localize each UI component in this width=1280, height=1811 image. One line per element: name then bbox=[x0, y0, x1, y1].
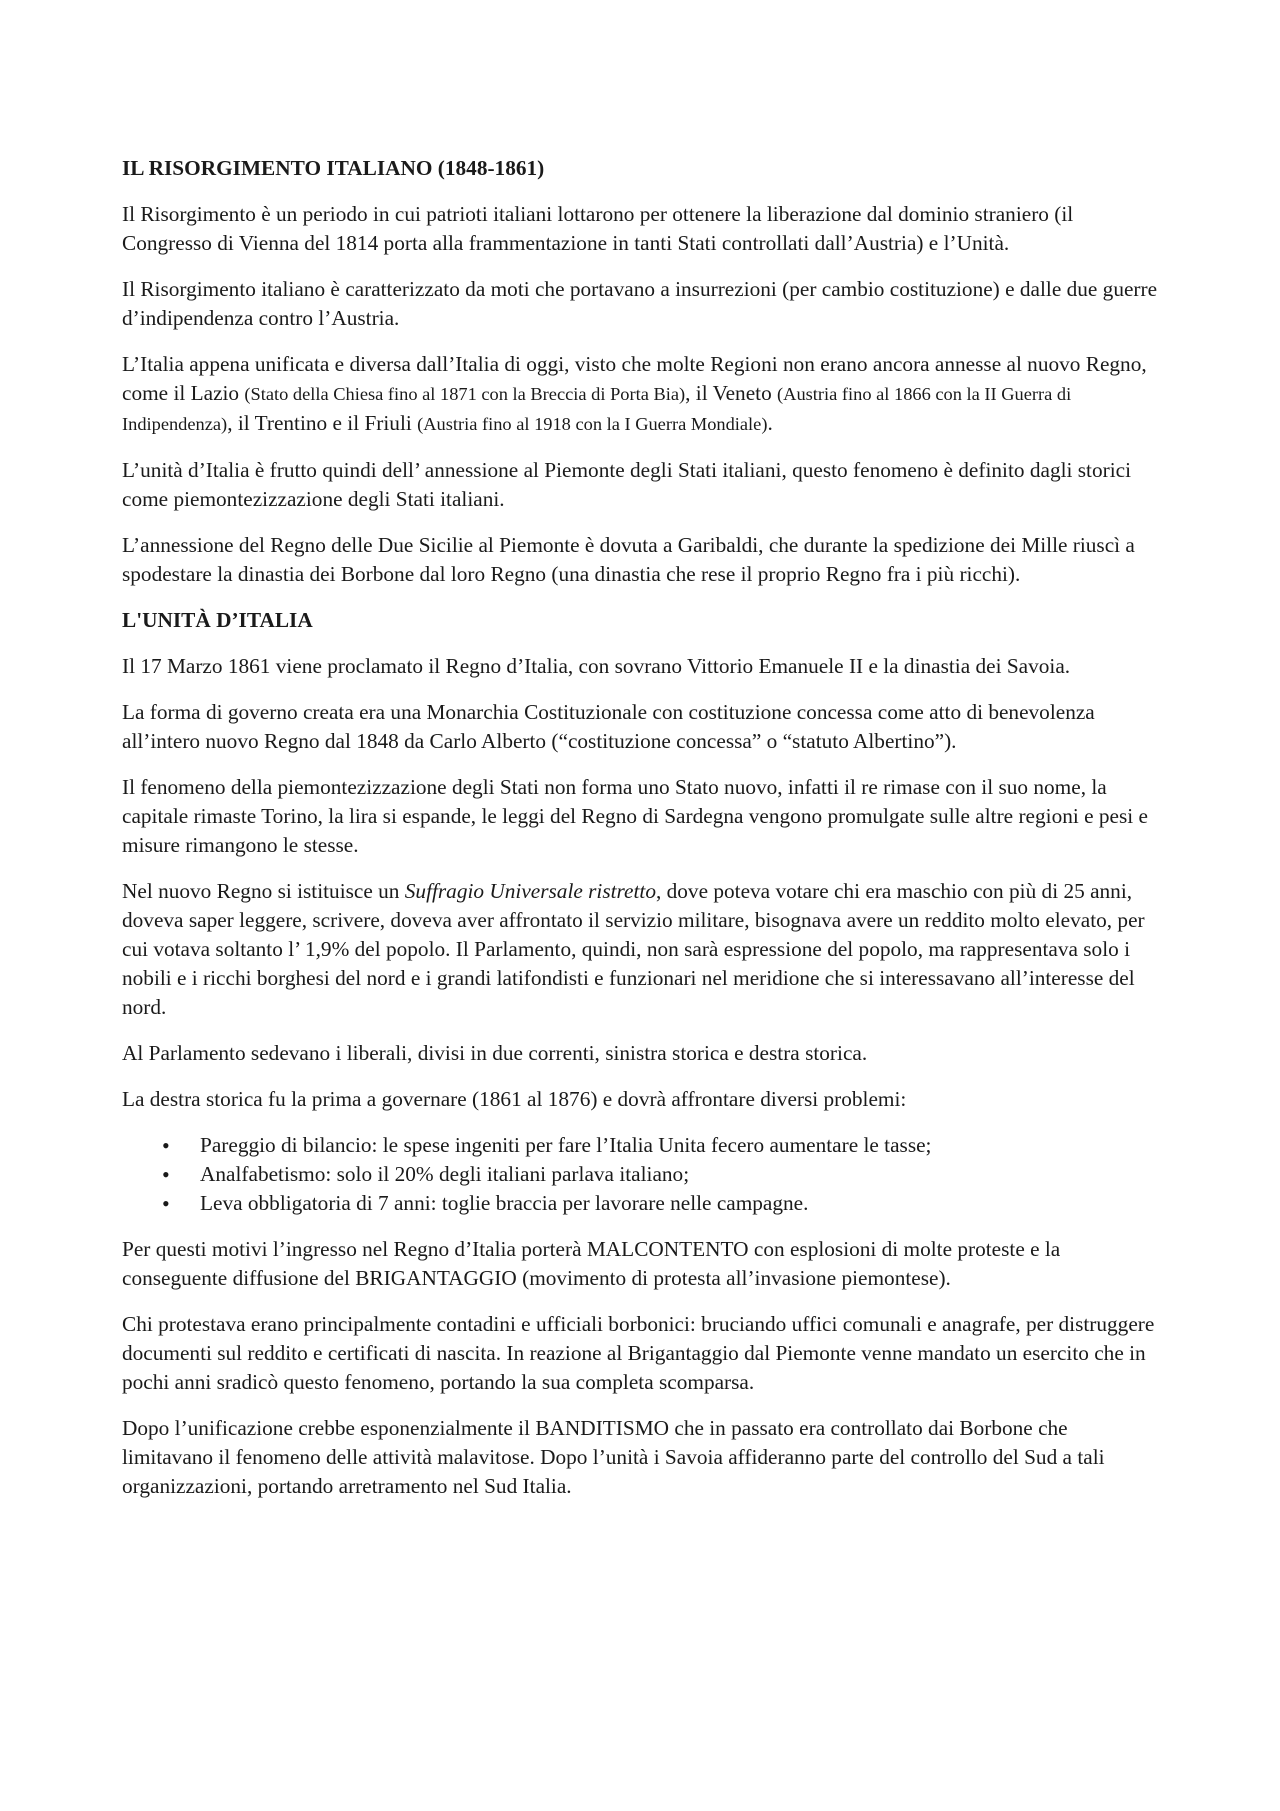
text-segment: L’Italia appena unificata e diversa dall’Italia di oggi, visto che molte Regioni non erano ancora annesse al nuovo Regno, come il Lazio bbox=[122, 352, 1147, 405]
section-heading-unita: L'UNITÀ D’ITALIA bbox=[122, 608, 313, 632]
text-segment: , il Trentino e il Friuli bbox=[227, 411, 418, 435]
text-segment: . bbox=[767, 411, 773, 435]
paragraph-banditismo: Dopo l’unificazione crebbe esponenzialmente il BANDITISMO che in passato era controllato dai Borbone che limitavano il fenomeno delle attività malavitose. Dopo l’unità i Savoia affideranno parte del controllo del Sud a tali organizzazioni, portando arretramento nel Sud Italia. bbox=[122, 1416, 1105, 1498]
paragraph-fenomeno: Il fenomeno della piemontezizzazione degli Stati non forma uno Stato nuovo, infatti il re rimase con il suo nome, la capitale rimaste Torino, la lira si espande, le leggi del Regno di Sardegna vengono promulgate sulle altre regioni e pesi e misure rimangono le stesse. bbox=[122, 775, 1148, 857]
note-veneto: (Austria fino al 1866 con la II Guerra di Indipendenza) bbox=[122, 384, 1072, 434]
problems-list bbox=[122, 1131, 1162, 1218]
paragraph-destra-storica: La destra storica fu la prima a governare (1861 al 1876) e dovrà affrontare diversi problemi: bbox=[122, 1087, 907, 1111]
text-segment: , il Veneto bbox=[685, 381, 778, 405]
paragraph-parlamento: Al Parlamento sedevano i liberali, divisi in due correnti, sinistra storica e destra storica. bbox=[122, 1041, 868, 1065]
paragraph-brigantaggio: Chi protestava erano principalmente contadini e ufficiali borbonici: bruciando uffici comunali e anagrafe, per distruggere documenti sul reddito e certificati di nascita. In reazione al Brigantaggio dal Piemonte venne mandato un esercito che in pochi anni sradicò questo fenomeno, portando la sua completa scomparsa. bbox=[122, 1312, 1155, 1394]
list-item: • Leva obbligatoria di 7 anni: toglie braccia per lavorare nelle campagne. bbox=[122, 1189, 1162, 1218]
list-item: • Analfabetismo: solo il 20% degli italiani parlava italiano; bbox=[122, 1160, 1162, 1189]
text-segment: , dove poteva votare chi era maschio con più di 25 anni, doveva saper leggere, scrivere, doveva aver affrontato il servizio militare, bisognava avere un reddito molto elevato, per cui votava soltanto l’ 1,9% del popolo. Il Parlamento, quindi, non sarà espressione del popolo, ma rappresentava solo i nobili e i ricchi borghesi del nord e i grandi latifondisti e funzionari nel meridione che si interessavano all’interesse del nord. bbox=[122, 879, 1145, 1019]
suffragio-term: Suffragio Universale ristretto bbox=[404, 879, 656, 903]
paragraph-malcontento: Per questi motivi l’ingresso nel Regno d’Italia porterà MALCONTENTO con esplosioni di molte proteste e la conseguente diffusione del BRIGANTAGGIO (movimento di protesta all’invasione piemontese). bbox=[122, 1237, 1061, 1290]
text-segment: Nel nuovo Regno si istituisce un bbox=[122, 879, 405, 903]
paragraph-suffragio bbox=[122, 877, 1162, 1022]
list-item: • Pareggio di bilancio: le spese ingeniti per fare l’Italia Unita fecero aumentare le tasse; bbox=[122, 1131, 1162, 1160]
paragraph-italia-unificata bbox=[122, 350, 1162, 439]
paragraph-proclamazione: Il 17 Marzo 1861 viene proclamato il Regno d’Italia, con sovrano Vittorio Emanuele II e la dinastia dei Savoia. bbox=[122, 654, 1071, 678]
paragraph-due-sicilie: L’annessione del Regno delle Due Sicilie al Piemonte è dovuta a Garibaldi, che durante la spedizione dei Mille riuscì a spodestare la dinastia dei Borbone dal loro Regno (una dinastia che rese il proprio Regno fra i più ricchi). bbox=[122, 533, 1135, 586]
note-lazio: (Stato della Chiesa fino al 1871 con la Breccia di Porta Bia) bbox=[244, 384, 686, 404]
paragraph-moti-guerre: Il Risorgimento italiano è caratterizzato da moti che portavano a insurrezioni (per cambio costituzione) e dalle due guerre d’indipendenza contro l’Austria. bbox=[122, 277, 1158, 330]
note-trentino-friuli: (Austria fino al 1918 con la I Guerra Mondiale) bbox=[417, 414, 768, 434]
document-title: IL RISORGIMENTO ITALIANO (1848-1861) bbox=[122, 156, 545, 180]
paragraph-forma-governo: La forma di governo creata era una Monarchia Costituzionale con costituzione concessa come atto di benevolenza all’intero nuovo Regno dal 1848 da Carlo Alberto (“costituzione concessa” o “statuto Albertino”). bbox=[122, 700, 1095, 753]
paragraph-piemontezizzazione: L’unità d’Italia è frutto quindi dell’ annessione al Piemonte degli Stati italiani, questo fenomeno è definito dagli storici come piemontezizzazione degli Stati italiani. bbox=[122, 458, 1131, 511]
paragraph-risorgimento-definition: Il Risorgimento è un periodo in cui patrioti italiani lottarono per ottenere la liberazione dal dominio straniero (il Congresso di Vienna del 1814 porta alla frammentazione in tanti Stati controllati dall’Austria) e l’Unità. bbox=[122, 202, 1074, 255]
